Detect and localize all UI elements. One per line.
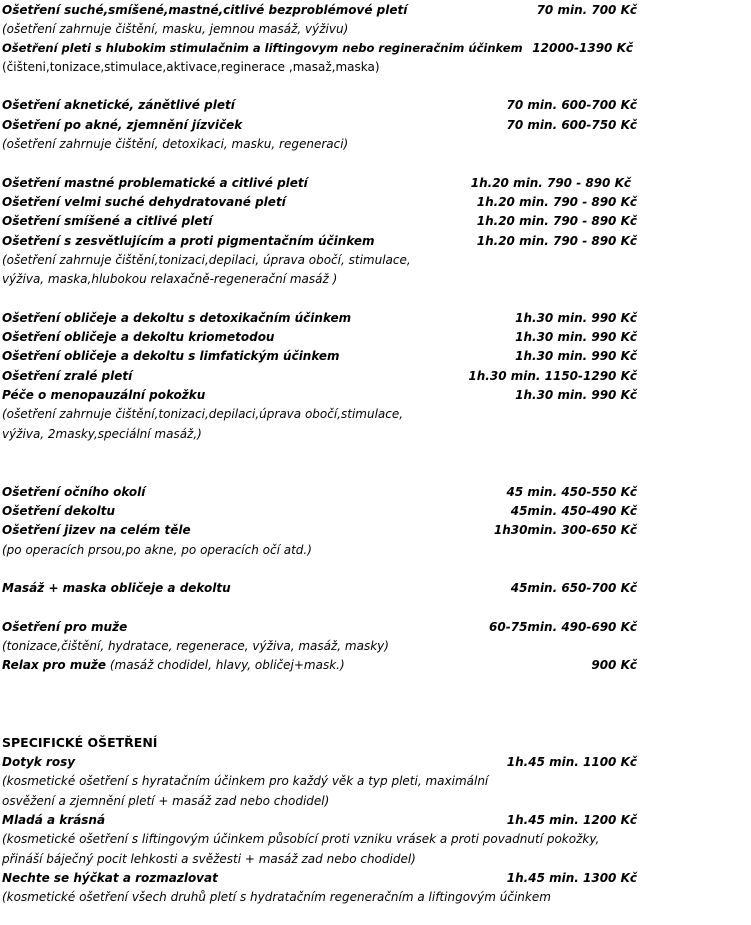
- service-title: Ošetření po akné, zjemnění jízviček: [2, 118, 243, 132]
- price-row: [0, 309, 751, 327]
- service-description: (kosmetické ošetření s liftingovým účinkem působící proti vzniku vrásek a proti povadnutí pokožky,: [2, 832, 600, 846]
- service-title: Péče o menopauzální pokožku: [2, 388, 206, 402]
- service-description: (ošetření zahrnuje čištění,tonizaci,depilaci,úprava obočí,stimulace,: [2, 407, 404, 421]
- service-description: (tonizace,čištění, hydratace, regenerace, výživa, masáž, masky): [2, 639, 389, 653]
- service-description: (čišteni,tonizace,stimulace,aktivace,reginerace ,masaž,maska): [2, 60, 380, 74]
- service-title: Ošetření mastné problematické a citlivé pletí: [2, 176, 308, 190]
- service-title: Ošetření pleti s hlubokim stimulačnim a liftingovym nebo regineračnim účinkem: [2, 41, 523, 55]
- service-title: Ošetření jizev na celém těle: [2, 523, 191, 537]
- price-row: [0, 483, 751, 501]
- service-price: 1h.30 min. 990 Kč: [515, 311, 637, 325]
- service-title: Ošetření suché,smíšené,mastné,citlivé bezproblémové pletí: [2, 3, 408, 17]
- service-price: 70 min. 700 Kč: [536, 3, 637, 17]
- service-price: 1h.45 min. 1300 Kč: [506, 871, 637, 885]
- service-price: 1h.30 min. 990 Kč: [515, 388, 637, 402]
- service-title: Ošetření pro muže: [2, 620, 128, 634]
- price-row: [0, 347, 751, 365]
- service-price: 1h.20 min. 790 - 890 Kč: [476, 234, 637, 248]
- price-row: [0, 579, 751, 597]
- service-price: 12000-1390 Kč: [532, 41, 633, 55]
- service-description: (ošetření zahrnuje čištění, masku, jemnou masáž, výživu): [2, 22, 349, 36]
- service-price: 1h.45 min. 1100 Kč: [506, 755, 637, 769]
- price-row: [0, 367, 751, 385]
- service-price: 1h.20 min. 790 - 890 Kč: [476, 195, 637, 209]
- description-row: [0, 251, 751, 269]
- service-title: Dotyk rosy: [2, 755, 76, 769]
- service-title: Ošetření obličeje a dekoltu kriometodou: [2, 330, 275, 344]
- price-row: [0, 39, 751, 57]
- service-title: Masáž + maska obličeje a dekoltu: [2, 581, 231, 595]
- service-price: 1h30min. 300-650 Kč: [493, 523, 637, 537]
- service-description: (kosmetické ošetření s hyratačním účinkem pro každý věk a typ pleti, maximální: [2, 774, 489, 788]
- service-description: výživa, 2masky,speciální masáž,): [2, 427, 202, 441]
- description-row: [0, 58, 751, 76]
- description-row: [0, 20, 751, 38]
- service-title-suffix: (masáž chodidel, hlavy, obličej+mask.): [106, 658, 345, 672]
- price-row: [0, 328, 751, 346]
- service-title: Mladá a krásná: [2, 813, 106, 827]
- description-row: [0, 772, 751, 790]
- service-price: 45 min. 450-550 Kč: [506, 485, 637, 499]
- service-title: Ošetření velmi suché dehydratované pletí: [2, 195, 286, 209]
- service-title-main: Relax pro muže: [2, 658, 107, 672]
- service-title: Ošetření očního okolí: [2, 485, 146, 499]
- service-price: 70 min. 600-750 Kč: [506, 118, 637, 132]
- price-row: [0, 212, 751, 230]
- service-price: 45min. 650-700 Kč: [510, 581, 637, 595]
- description-row: [0, 888, 751, 906]
- service-price: 1h.30 min. 990 Kč: [515, 349, 637, 363]
- service-price: 1h.20 min. 790 - 890 Kč: [476, 214, 637, 228]
- section-heading-row: [0, 734, 751, 752]
- service-title: Ošetření obličeje a dekoltu s limfatickým účinkem: [2, 349, 340, 363]
- service-price: 900 Kč: [591, 658, 637, 672]
- description-row: [0, 830, 751, 848]
- service-title: Ošetření zralé pletí: [2, 369, 133, 383]
- description-row: [0, 541, 751, 559]
- service-title: Ošetření s zesvětlujícím a proti pigmentačním účinkem: [2, 234, 375, 248]
- service-price: 1h.30 min. 1150-1290 Kč: [468, 369, 637, 383]
- service-title: Ošetření smíšené a citlivé pletí: [2, 214, 213, 228]
- description-row: [0, 425, 751, 443]
- description-row: [0, 135, 751, 153]
- price-row: [0, 502, 751, 520]
- service-description: (ošetření zahrnuje čištění, detoxikaci, masku, regeneraci): [2, 137, 349, 151]
- service-title: Ošetření dekoltu: [2, 504, 116, 518]
- service-description: (kosmetické ošetření všech druhů pletí s hydratačním regeneračním a liftingovým účinkem: [2, 890, 551, 904]
- service-price: 45min. 450-490 Kč: [510, 504, 637, 518]
- service-price: 70 min. 600-700 Kč: [506, 98, 637, 112]
- description-row: [0, 405, 751, 423]
- service-price: 1h.20 min. 790 - 890 Kč: [470, 176, 631, 190]
- service-title: [2, 656, 345, 674]
- service-title: Ošetření obličeje a dekoltu s detoxikačním účinkem: [2, 311, 352, 325]
- price-row: [0, 811, 751, 829]
- price-row: [0, 193, 751, 211]
- price-row: [0, 174, 751, 192]
- service-description: přináší báječný pocit lehkosti a svěžesti + masáž zad nebo chodidel): [2, 852, 416, 866]
- service-price: 1h.45 min. 1200 Kč: [506, 813, 637, 827]
- service-title: Nechte se hýčkat a rozmazlovat: [2, 871, 218, 885]
- price-row: [0, 869, 751, 887]
- price-row: [0, 656, 751, 674]
- description-row: [0, 850, 751, 868]
- price-row: [0, 386, 751, 404]
- description-row: [0, 270, 751, 288]
- price-row: [0, 521, 751, 539]
- section-heading: SPECIFICKÉ OŠETŘENÍ: [2, 735, 158, 750]
- price-row: [0, 618, 751, 636]
- service-description: (po operacích prsou,po akne, po operacích očí atd.): [2, 543, 312, 557]
- price-row: [0, 1, 751, 19]
- service-description: (ošetření zahrnuje čištění,tonizaci,depilaci, úprava obočí, stimulace,: [2, 253, 411, 267]
- service-price: 1h.30 min. 990 Kč: [515, 330, 637, 344]
- price-row: [0, 116, 751, 134]
- description-row: [0, 792, 751, 810]
- price-row: [0, 753, 751, 771]
- service-title: Ošetření aknetické, zánětlivé pletí: [2, 98, 235, 112]
- service-description: výživa, maska,hlubokou relaxačně-regenerační masáž ): [2, 272, 338, 286]
- description-row: [0, 637, 751, 655]
- service-price: 60-75min. 490-690 Kč: [489, 620, 637, 634]
- service-description: osvěžení a zjemnění pletí + masáž zad nebo chodidel): [2, 794, 330, 808]
- price-row: [0, 232, 751, 250]
- price-row: [0, 96, 751, 114]
